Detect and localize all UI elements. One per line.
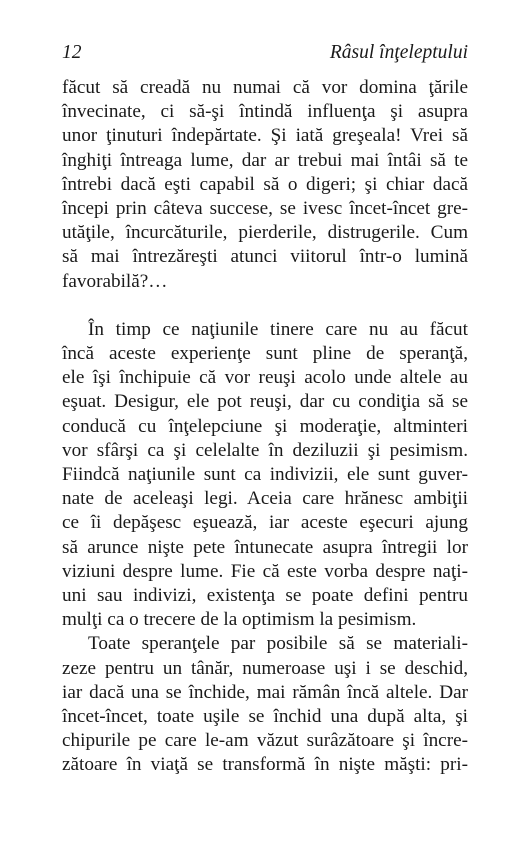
text-line: conducă cu înţelepciune şi moderaţie, altminteri xyxy=(62,415,468,437)
page-body xyxy=(62,76,468,777)
paragraph-3 xyxy=(62,632,468,777)
text-line: ce îi depăşesc eşuează, iar aceste eşecuri ajung xyxy=(62,512,468,534)
text-line: iar dacă una se închide, mai rămân încă altele. Dar xyxy=(62,681,468,703)
text-line: mulţi ca o trecere de la optimism la pesimism. xyxy=(62,609,417,631)
text-line: vor sfârşi ca şi celelalte în deziluzii şi pesimism. xyxy=(62,439,468,461)
text-line: întrebi dacă eşti capabil să o digeri; şi chiar dacă xyxy=(62,173,468,195)
text-line: Toate speranţele par posibile să se materiali- xyxy=(88,633,468,655)
text-line: eşuat. Desigur, ele pot reuşi, dar cu condiţia să se xyxy=(62,391,468,413)
text-line: să arunce nişte pete întunecate asupra întregii lor xyxy=(62,536,468,558)
text-line: uni sau indivizi, existenţa se poate defini pentru xyxy=(62,584,468,606)
paragraph-2 xyxy=(62,318,468,632)
text-line: chipurile pe care le-am văzut surâzătoare şi încre- xyxy=(62,730,468,752)
text-line: ele îşi închipuie că vor reuşi acolo unde altele au xyxy=(62,367,468,389)
running-title: Râsul înţeleptului xyxy=(329,42,468,63)
text-line: începi prin câteva succese, se ivesc încet-încet gre- xyxy=(62,197,468,219)
text-line: În timp ce naţiunile tinere care nu au făcut xyxy=(88,318,468,340)
text-line: Fiindcă naţiunile sunt ca indivizii, ele sunt guver- xyxy=(62,464,468,485)
text-line: învecinate, ci să-şi întindă influenţa şi asupra xyxy=(62,101,468,123)
running-header xyxy=(62,42,468,68)
text-line: zătoare în viaţă se transformă în nişte măşti: pri- xyxy=(62,754,468,776)
text-line: viziuni despre lume. Fie că este vorba despre naţi- xyxy=(62,560,468,582)
text-line: făcut să creadă nu numai că vor domina ţările xyxy=(62,77,468,98)
paragraph-1 xyxy=(62,76,468,294)
text-line: favorabilă?… xyxy=(62,270,168,292)
text-line: încă aceste experienţe sunt pline de speranţă, xyxy=(62,343,468,365)
text-line: unor ţinuturi îndepărtate. Şi iată greşeala! Vrei să xyxy=(62,125,468,147)
paragraph-gap xyxy=(62,294,468,318)
text-line: zeze pentru un tânăr, numeroase uşi i se deschid, xyxy=(62,657,468,679)
page-number: 12 xyxy=(62,42,82,63)
text-line: înghiţi întreaga lume, dar ar trebui mai întâi să te xyxy=(62,149,468,171)
text-line: utăţile, încurcăturile, pierderile, distrugerile. Cum xyxy=(62,222,468,244)
text-line: încet-încet, toate uşile se închid una după alta, şi xyxy=(62,705,468,727)
text-line: să mai întrezăreşti atunci viitorul într-o lumină xyxy=(62,246,468,268)
text-line: nate de aceleaşi legi. Aceia care hrănesc ambiţii xyxy=(62,488,468,510)
